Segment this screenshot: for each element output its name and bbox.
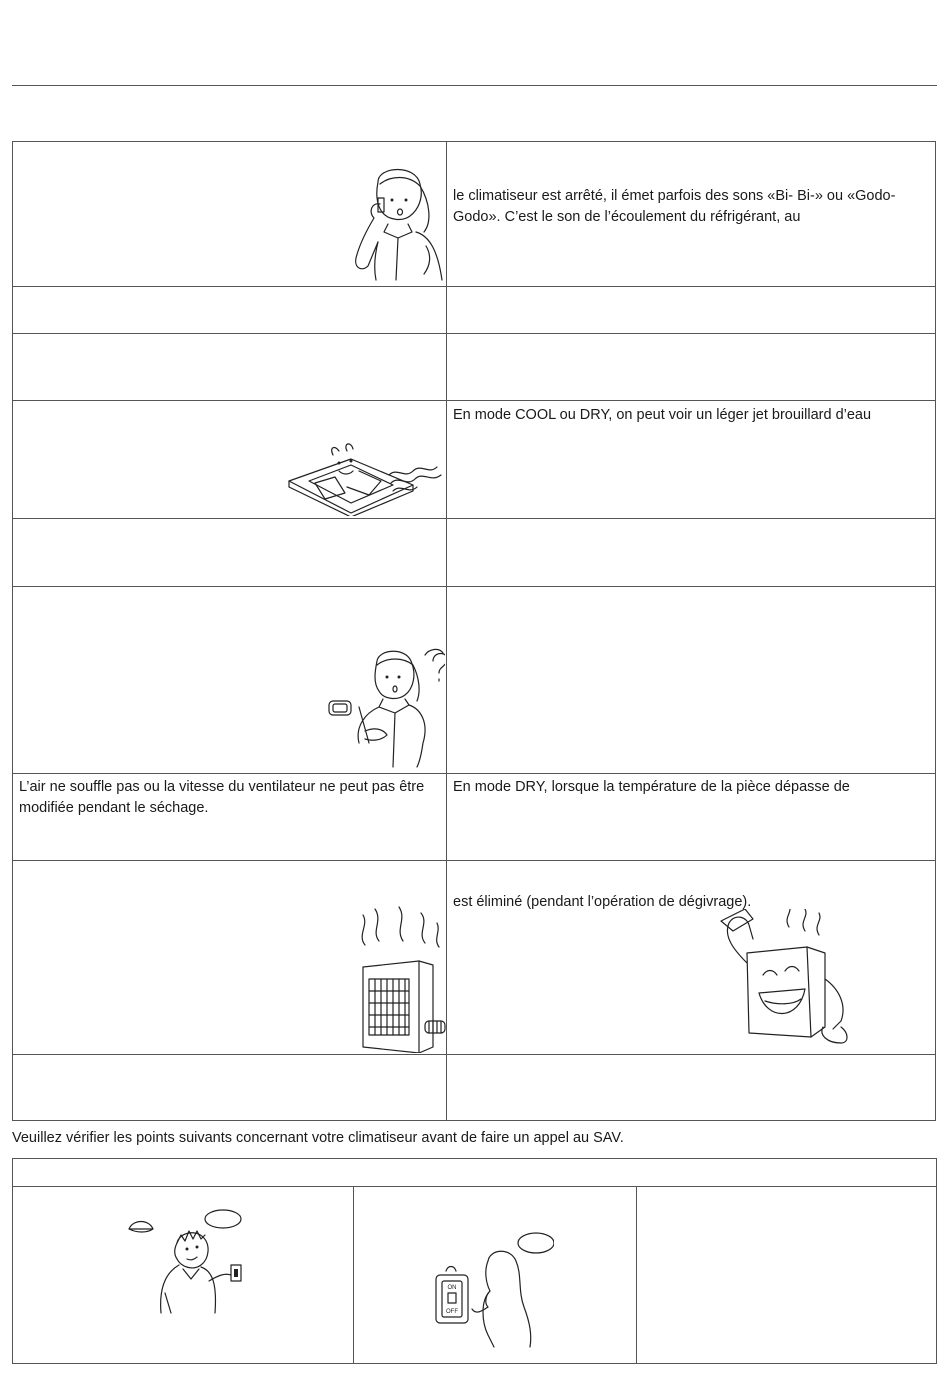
table-row [13, 773, 935, 860]
symptom-cell [13, 1055, 447, 1120]
table-row [13, 333, 935, 400]
table-row [13, 400, 935, 518]
explanation-text: le climatiseur est arrêté, il émet parfois des sons «Bi- Bi-» ou «Godo-Godo». C’est le son de l’écoulement du réfrigérant, au [453, 188, 896, 225]
troubleshooting-table [12, 141, 936, 1121]
checklist-table [12, 1158, 937, 1364]
explanation-cell [447, 861, 935, 1054]
switch-on-label: ON [447, 1285, 457, 1291]
explanation-cell [447, 1055, 935, 1120]
explanation-cell [447, 774, 935, 860]
symptom-cell [13, 861, 447, 1054]
switch-off-label: OFF [446, 1309, 458, 1315]
person-breaker-illustration [434, 1231, 554, 1349]
table-row [13, 1054, 935, 1120]
table-row [13, 142, 935, 286]
explanation-cell [447, 287, 935, 333]
cassette-unit-illustration [285, 441, 445, 516]
header-rule [12, 85, 937, 86]
table-row [13, 860, 935, 1054]
checklist-cell [354, 1187, 637, 1363]
person-question-illustration [325, 647, 445, 769]
explanation-text: En mode COOL ou DRY, on peut voir un léger jet brouillard d’eau [453, 407, 872, 423]
explanation-cell [447, 142, 935, 286]
explanation-cell [447, 401, 935, 518]
checklist-cell [637, 1187, 936, 1363]
checklist-body [13, 1187, 936, 1363]
explanation-text: En mode DRY, lorsque la température de la pièce dépasse de [453, 779, 850, 795]
explanation-cell [447, 519, 935, 586]
person-phone-illustration [338, 162, 446, 282]
symptom-cell [13, 287, 447, 333]
symptom-cell [13, 774, 447, 860]
symptom-cell [13, 401, 447, 518]
table-row [13, 586, 935, 773]
outdoor-unit-steam-illustration [355, 905, 447, 1053]
table-row [13, 518, 935, 586]
symptom-cell [13, 587, 447, 773]
symptom-cell [13, 142, 447, 286]
person-switch-illustration [125, 1209, 255, 1319]
symptom-text: L’air ne souffle pas ou la vitesse du ventilateur ne peut pas être modifiée pendant le séchage. [19, 779, 425, 816]
explanation-cell [447, 334, 935, 400]
table-row [13, 286, 935, 333]
symptom-cell [13, 334, 447, 400]
service-note: Veuillez vérifier les points suivants concernant votre climatiseur avant de faire un appel au SAV. [12, 1130, 624, 1146]
explanation-cell [447, 587, 935, 773]
symptom-cell [13, 519, 447, 586]
explanation-text: est éliminé (pendant l’opération de dégivrage). [453, 894, 752, 910]
checklist-header [13, 1159, 936, 1187]
smiling-unit-illustration [715, 909, 857, 1049]
checklist-cell [13, 1187, 354, 1363]
